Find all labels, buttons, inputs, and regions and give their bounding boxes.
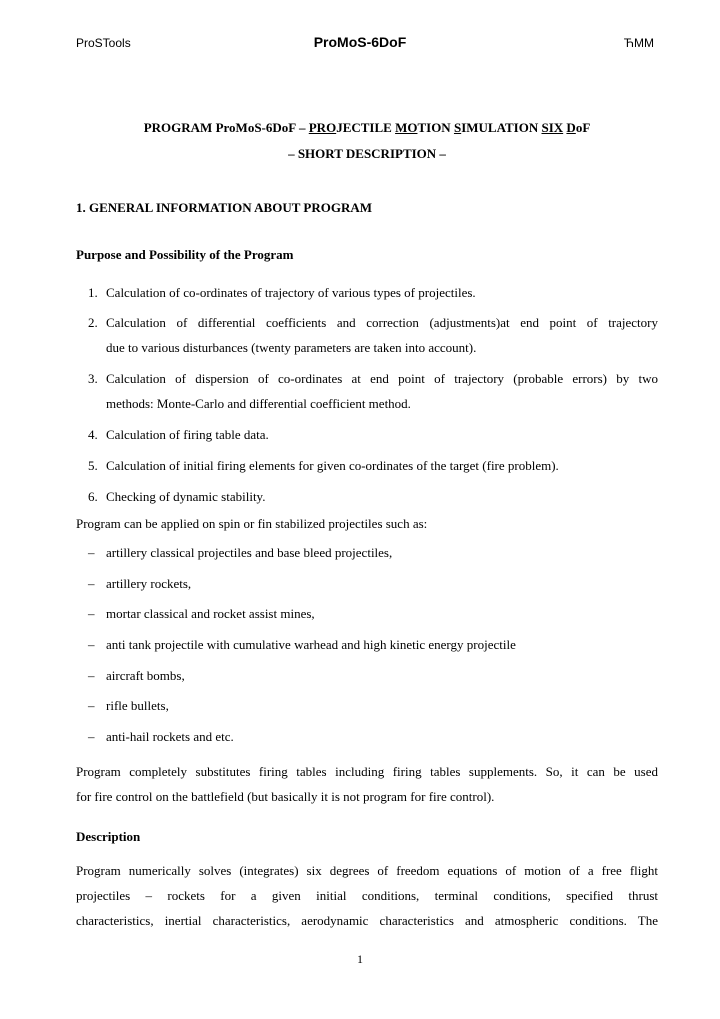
document-subtitle: – SHORT DESCRIPTION – [288, 146, 446, 161]
list-item: – rifle bullets, [88, 698, 169, 713]
list-item: 6. Checking of dynamic stability. [88, 489, 266, 504]
header-left-text: ProSTools [76, 36, 131, 50]
list-item: 2. Calculation of differential coefficients and correction (adjustments)at end point of trajectory due to various disturbances (twenty parameters are taken into account). [88, 315, 658, 355]
subheading-purpose: Purpose and Possibility of the Program [76, 247, 294, 262]
section-heading: 1. GENERAL INFORMATION ABOUT PROGRAM [76, 200, 373, 215]
page-header [0, 36, 720, 56]
substitutes-paragraph: Program completely substitutes firing tables including firing tables supplements. So, it can be used for fire control on the battlefield (but basically it is not program for fire control). [76, 764, 658, 804]
subheading-description: Description [76, 829, 141, 844]
list-item: 5. Calculation of initial firing elements for given co-ordinates of the target (fire problem). [88, 458, 559, 473]
header-title: ProMoS-6DoF [313, 34, 407, 50]
list-item: 1. Calculation of co-ordinates of trajectory of various types of projectiles. [88, 285, 476, 300]
list-item: 3. Calculation of dispersion of co-ordinates at end point of trajectory (probable errors) by two methods: Monte-Carlo and differential coefficient method. [88, 371, 658, 411]
description-paragraph: Program numerically solves (integrates) six degrees of freedom equations of motion of a free flight projectiles – rockets for a given initial conditions, terminal conditions, specified thrust characteristics, inertial characteristics, aerodynamic characteristics and atmospheric conditions. The [76, 863, 658, 928]
list-item: – anti tank projectile with cumulative warhead and high kinetic energy projectile [88, 637, 516, 652]
page-number: 1 [357, 952, 363, 966]
list-item: 4. Calculation of firing table data. [88, 427, 269, 442]
document-title: PROGRAM ProMoS-6DoF – PROJECTILE MOTION SIMULATION SIX DoF [143, 120, 591, 135]
list-item: – mortar classical and rocket assist mines, [88, 606, 315, 621]
list-item: – aircraft bombs, [88, 668, 185, 683]
applied-intro: Program can be applied on spin or fin stabilized projectiles such as: [76, 516, 428, 531]
list-item: – anti-hail rockets and etc. [88, 729, 234, 744]
list-item: – artillery classical projectiles and base bleed projectiles, [88, 545, 393, 560]
list-item: – artillery rockets, [88, 576, 192, 591]
header-right-text: ЋMM [623, 36, 654, 50]
